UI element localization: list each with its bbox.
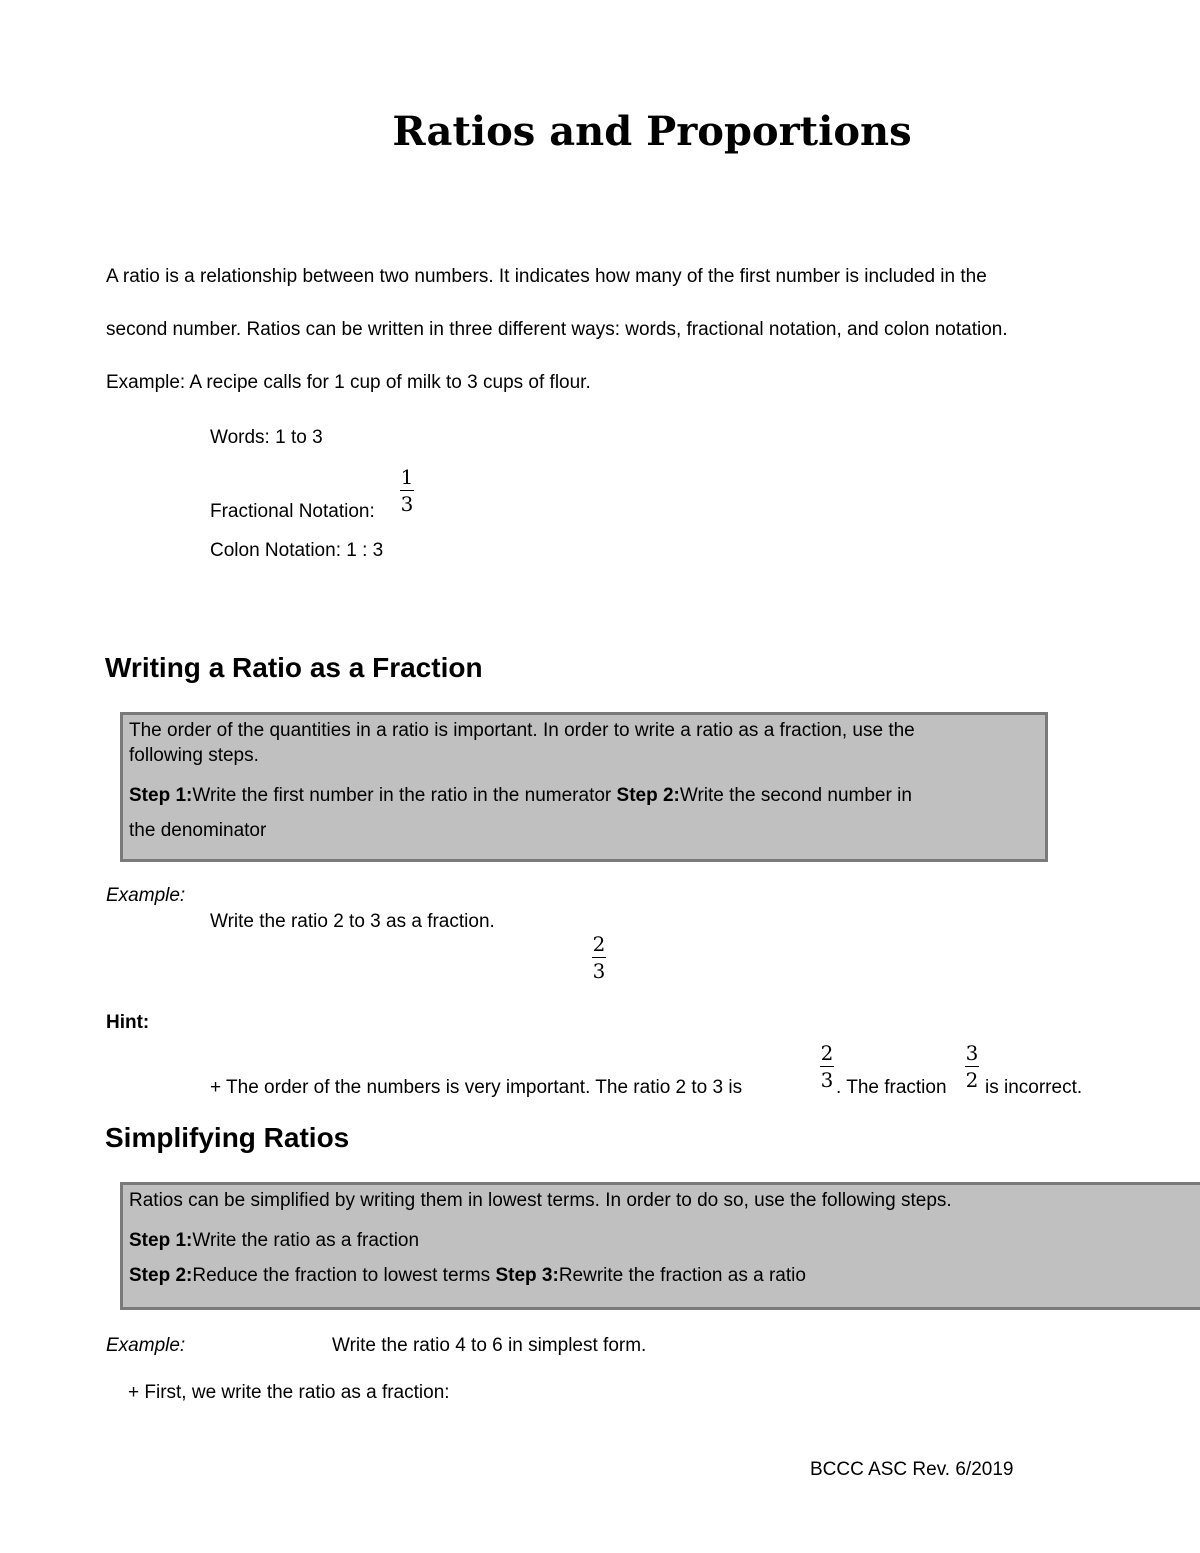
step-2-text: Write the second number in: [679, 785, 912, 806]
fraction-bar: [400, 490, 414, 491]
hint-text-part-1: + The order of the numbers is very important. The ratio 2 to 3 is: [210, 1077, 743, 1098]
step-2-continuation: the denominator: [129, 820, 267, 841]
page-title: Ratios and Proportions: [392, 108, 912, 155]
step-2-text: Reduce the fraction to lowest terms: [192, 1265, 496, 1286]
example-label: Example:: [106, 885, 186, 906]
footer-revision: BCCC ASC Rev. 6/2019: [810, 1459, 1014, 1480]
hint-text-part-2: . The fraction: [836, 1077, 947, 1098]
fraction-denominator: 2: [965, 1068, 979, 1092]
intro-line-2: second number. Ratios can be written in three different ways: words, fractional notation, and colon notation.: [106, 319, 1008, 340]
box-step-1: [129, 1223, 1194, 1258]
step-1-text: Write the first number in the ratio in the numerator: [192, 785, 617, 806]
words-notation: Words: 1 to 3: [210, 427, 323, 448]
box-steps-2-3: [129, 1258, 1194, 1293]
fraction-numerator: 2: [592, 932, 606, 956]
intro-line-1: A ratio is a relationship between two numbers. It indicates how many of the first number is included in the: [106, 266, 987, 287]
hint-fraction-correct: [820, 1042, 834, 1091]
step-1-label: Step 1:: [129, 1230, 193, 1251]
example-text: Write the ratio 2 to 3 as a fraction.: [210, 911, 495, 932]
section-heading-simplifying: Simplifying Ratios: [105, 1122, 350, 1153]
fraction-bar: [592, 957, 606, 958]
hint-fraction-incorrect: [965, 1042, 979, 1091]
fraction-two-thirds: [592, 933, 606, 982]
colon-notation: Colon Notation: 1 : 3: [210, 540, 384, 561]
fraction-denominator: 3: [820, 1068, 834, 1092]
first-step-text: + First, we write the ratio as a fraction:: [128, 1382, 450, 1403]
fraction-denominator: 3: [400, 492, 414, 516]
hint-text-part-3: is incorrect.: [985, 1077, 1083, 1098]
fractional-notation-label: Fractional Notation:: [210, 501, 375, 522]
box-line-1: The order of the quantities in a ratio is important. In order to write a ratio as a fraction, use the: [129, 720, 915, 741]
fraction-bar: [965, 1066, 979, 1067]
fraction-numerator: 3: [965, 1041, 979, 1065]
box-line-2: following steps.: [129, 745, 259, 766]
section-heading-writing-ratio: Writing a Ratio as a Fraction: [105, 652, 483, 683]
fraction-one-third: [400, 466, 414, 515]
box-steps-line: [129, 778, 1039, 813]
fraction-denominator: 3: [592, 959, 606, 983]
steps-box-simplifying: [120, 1182, 1200, 1310]
fraction-bar: [820, 1066, 834, 1067]
example-label: Example:: [106, 1335, 186, 1356]
steps-box-writing-ratio: [120, 712, 1048, 862]
step-1-text: Write the ratio as a fraction: [192, 1230, 420, 1251]
step-2-label: Step 2:: [616, 785, 680, 806]
box-line-1: Ratios can be simplified by writing them in lowest terms. In order to do so, use the following steps.: [129, 1190, 952, 1211]
fraction-numerator: 2: [820, 1041, 834, 1065]
step-2-label: Step 2:: [129, 1265, 193, 1286]
step-3-text: Rewrite the fraction as a ratio: [558, 1265, 806, 1286]
step-1-label: Step 1:: [129, 785, 193, 806]
hint-label: Hint:: [106, 1012, 150, 1033]
intro-example: Example: A recipe calls for 1 cup of milk to 3 cups of flour.: [106, 372, 591, 393]
fraction-numerator: 1: [400, 465, 414, 489]
example-text: Write the ratio 4 to 6 in simplest form.: [332, 1335, 647, 1356]
step-3-label: Step 3:: [495, 1265, 559, 1286]
